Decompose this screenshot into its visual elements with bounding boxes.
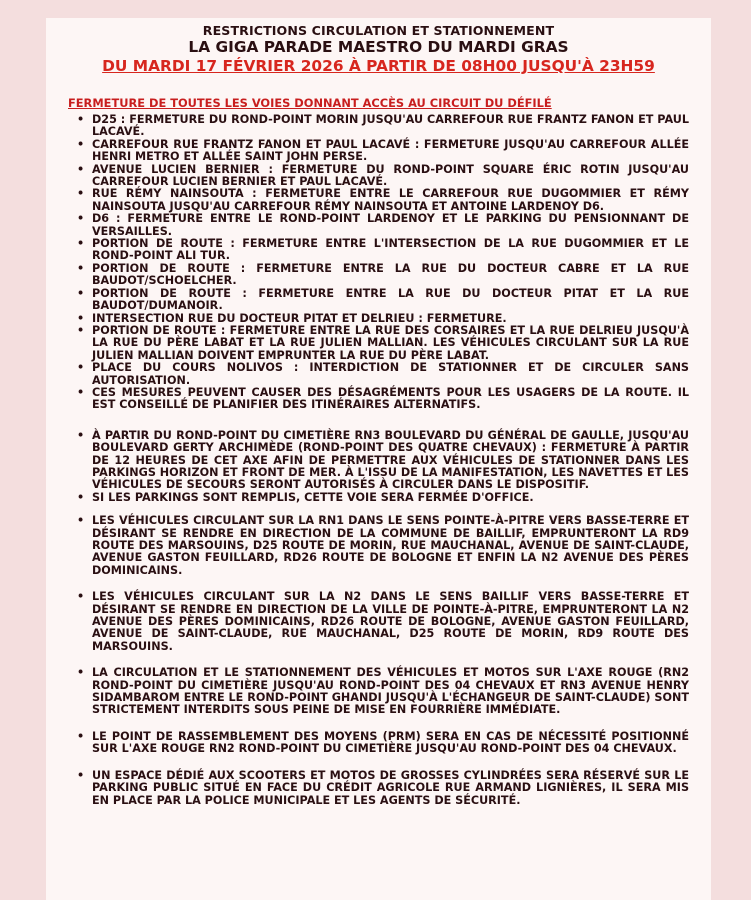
boulevard-item: • SI LES PARKINGS SONT REMPLIS, CETTE VOIE SERA FERMÉE D'OFFICE. [92,492,689,504]
closure-item: • RUE RÉMY NAINSOUTA : FERMETURE ENTRE LE CARREFOUR RUE DUGOMMIER ET RÉMY NAINSOUTA JUSQU'AU CARREFOUR RÉMY NAINSOUTA ET ANTOINE LARDENOY D6. [92,188,689,213]
notice-date: DU MARDI 17 FÉVRIER 2026 À PARTIR DE 08H00 JUSQU'À 23H59 [102,57,655,75]
closure-item: • INTERSECTION RUE DU DOCTEUR PITAT ET DELRIEU : FERMETURE. [92,313,689,325]
closure-item: • PORTION DE ROUTE : FERMETURE ENTRE L'INTERSECTION DE LA RUE DUGOMMIER ET LE ROND-POINT ALI TUR. [92,238,689,263]
boulevard-item: • À PARTIR DU ROND-POINT DU CIMETIÈRE RN3 BOULEVARD DU GÉNÉRAL DE GAULLE, JUSQU'AU BOULEVARD GERTY ARCHIMÈDE (ROND-POINT DES QUATRE CHEVAUX) : FERMETURE À PARTIR DE 12 HEURES DE CET AXE AFIN DE PERMETTRE AUX VÉHICULES DE STATIONNER DANS LES PARKINGS HORIZON ET FRONT DE MER. À L'ISSU DE LA MANIFESTATION, LES NAVETTES ET LES VÉHICULES DE SECOURS SERONT AUTORISÉS À CIRCULER DANS LE DISPOSITIF. [92,430,689,492]
closure-item: • PORTION DE ROUTE : FERMETURE ENTRE LA RUE DES CORSAIRES ET LA RUE DELRIEU JUSQU'À LA RUE DU PÈRE LABAT ET LA RUE JULIEN MALLIAN. LES VÉHICULES CIRCULANT SUR LA RUE JULIEN MALLIAN DOIVENT EMPRUNTER LA RUE DU PÈRE LABAT. [92,325,689,362]
deviation-n2-list [68,591,689,653]
notice-sheet [46,18,711,900]
notice-title: LA GIGA PARADE MAESTRO DU MARDI GRAS [188,38,569,56]
boulevard-list [68,430,689,504]
scooters-list [68,770,689,807]
axe-rouge-item: • LA CIRCULATION ET LE STATIONNEMENT DES VÉHICULES ET MOTOS SUR L'AXE ROUGE (RN2 ROND-POINT DU CIMETIÈRE JUSQU'AU ROND-POINT DES 04 CHEVAUX ET RN3 AVENUE HENRY SIDAMBAROM ENTRE LE ROND-POINT GHANDI JUSQU'À L'ÉCHANGEUR DE SAINT-CLAUDE) SONT STRICTEMENT INTERDITS SOUS PEINE DE MISE EN FOURRIÈRE IMMÉDIATE. [92,667,689,717]
prm-item: • LE POINT DE RASSEMBLEMENT DES MOYENS (PRM) SERA EN CAS DE NÉCESSITÉ POSITIONNÉ SUR L'AXE ROUGE RN2 ROND-POINT DU CIMETIÈRE JUSQU'AU ROND-POINT DES 04 CHEVAUX. [92,731,689,756]
closure-item: • PORTION DE ROUTE : FERMETURE ENTRE LA RUE DU DOCTEUR CABRE ET LA RUE BAUDOT/SCHOELCHER. [92,263,689,288]
prm-list [68,731,689,756]
closure-item: • D6 : FERMETURE ENTRE LE ROND-POINT LARDENOY ET LE PARKING DU PENSIONNANT DE VERSAILLES. [92,213,689,238]
notice-kicker: RESTRICTIONS CIRCULATION ET STATIONNEMENT [202,23,555,38]
closure-item: • CES MESURES PEUVENT CAUSER DES DÉSAGRÉMENTS POUR LES USAGERS DE LA ROUTE. IL EST CONSEILLÉ DE PLANIFIER DES ITINÉRAIRES ALTERNATIFS. [92,387,689,412]
closures-list [68,114,689,412]
scooters-item: • UN ESPACE DÉDIÉ AUX SCOOTERS ET MOTOS DE GROSSES CYLINDRÉES SERA RÉSERVÉ SUR LE PARKING PUBLIC SITUÉ EN FACE DU CRÉDIT AGRICOLE RUE ARMAND LIGNIÈRES, IL SERA MIS EN PLACE PAR LA POLICE MUNICIPALE ET LES AGENTS DE SÉCURITÉ. [92,770,689,807]
closure-item: • PLACE DU COURS NOLIVOS : INTERDICTION DE STATIONNER ET DE CIRCULER SANS AUTORISATION. [92,362,689,387]
deviation-rn1-item: • LES VÉHICULES CIRCULANT SUR LA RN1 DANS LE SENS POINTE-À-PITRE VERS BASSE-TERRE ET DÉSIRANT SE RENDRE EN DIRECTION DE LA COMMUNE DE BAILLIF, EMPRUNTERONT LA RD9 ROUTE DES MARSOUINS, D25 ROUTE DE MORIN, RUE MAUCHANAL, AVENUE DE SAINT-CLAUDE, AVENUE GASTON FEUILLARD, RD26 ROUTE DE BOLOGNE ET ENFIN LA N2 AVENUE DES PÈRES DOMINICAINS. [92,515,689,577]
notice-header [68,23,689,76]
closure-item: • PORTION DE ROUTE : FERMETURE ENTRE LA RUE DU DOCTEUR PITAT ET LA RUE BAUDOT/DUMANOIR. [92,288,689,313]
deviation-rn1-list [68,515,689,577]
closure-item: • CARREFOUR RUE FRANTZ FANON ET PAUL LACAVÉ : FERMETURE JUSQU'AU CARREFOUR ALLÉE HENRI METRO ET ALLÉE SAINT JOHN PERSE. [92,139,689,164]
closure-item: • AVENUE LUCIEN BERNIER : FERMETURE DU ROND-POINT SQUARE ÉRIC ROTIN JUSQU'AU CARREFOUR LUCIEN BERNIER ET PAUL LACAVÉ. [92,164,689,189]
closure-item: • D25 : FERMETURE DU ROND-POINT MORIN JUSQU'AU CARREFOUR RUE FRANTZ FANON ET PAUL LACAVÉ. [92,114,689,139]
axe-rouge-list [68,667,689,717]
section-title: FERMETURE DE TOUTES LES VOIES DONNANT ACCÈS AU CIRCUIT DU DÉFILÉ [68,96,552,110]
deviation-n2-item: • LES VÉHICULES CIRCULANT SUR LA N2 DANS LE SENS BAILLIF VERS BASSE-TERRE ET DÉSIRANT SE RENDRE EN DIRECTION DE LA VILLE DE POINTE-À-PITRE, EMPRUNTERONT LA N2 AVENUE DES PÈRES DOMINICAINS, RD26 ROUTE DE BOLOGNE, AVENUE GASTON FEUILLARD, AVENUE DE SAINT-CLAUDE, RUE MAUCHANAL, D25 ROUTE DE MORIN, RD9 ROUTE DES MARSOUINS. [92,591,689,653]
